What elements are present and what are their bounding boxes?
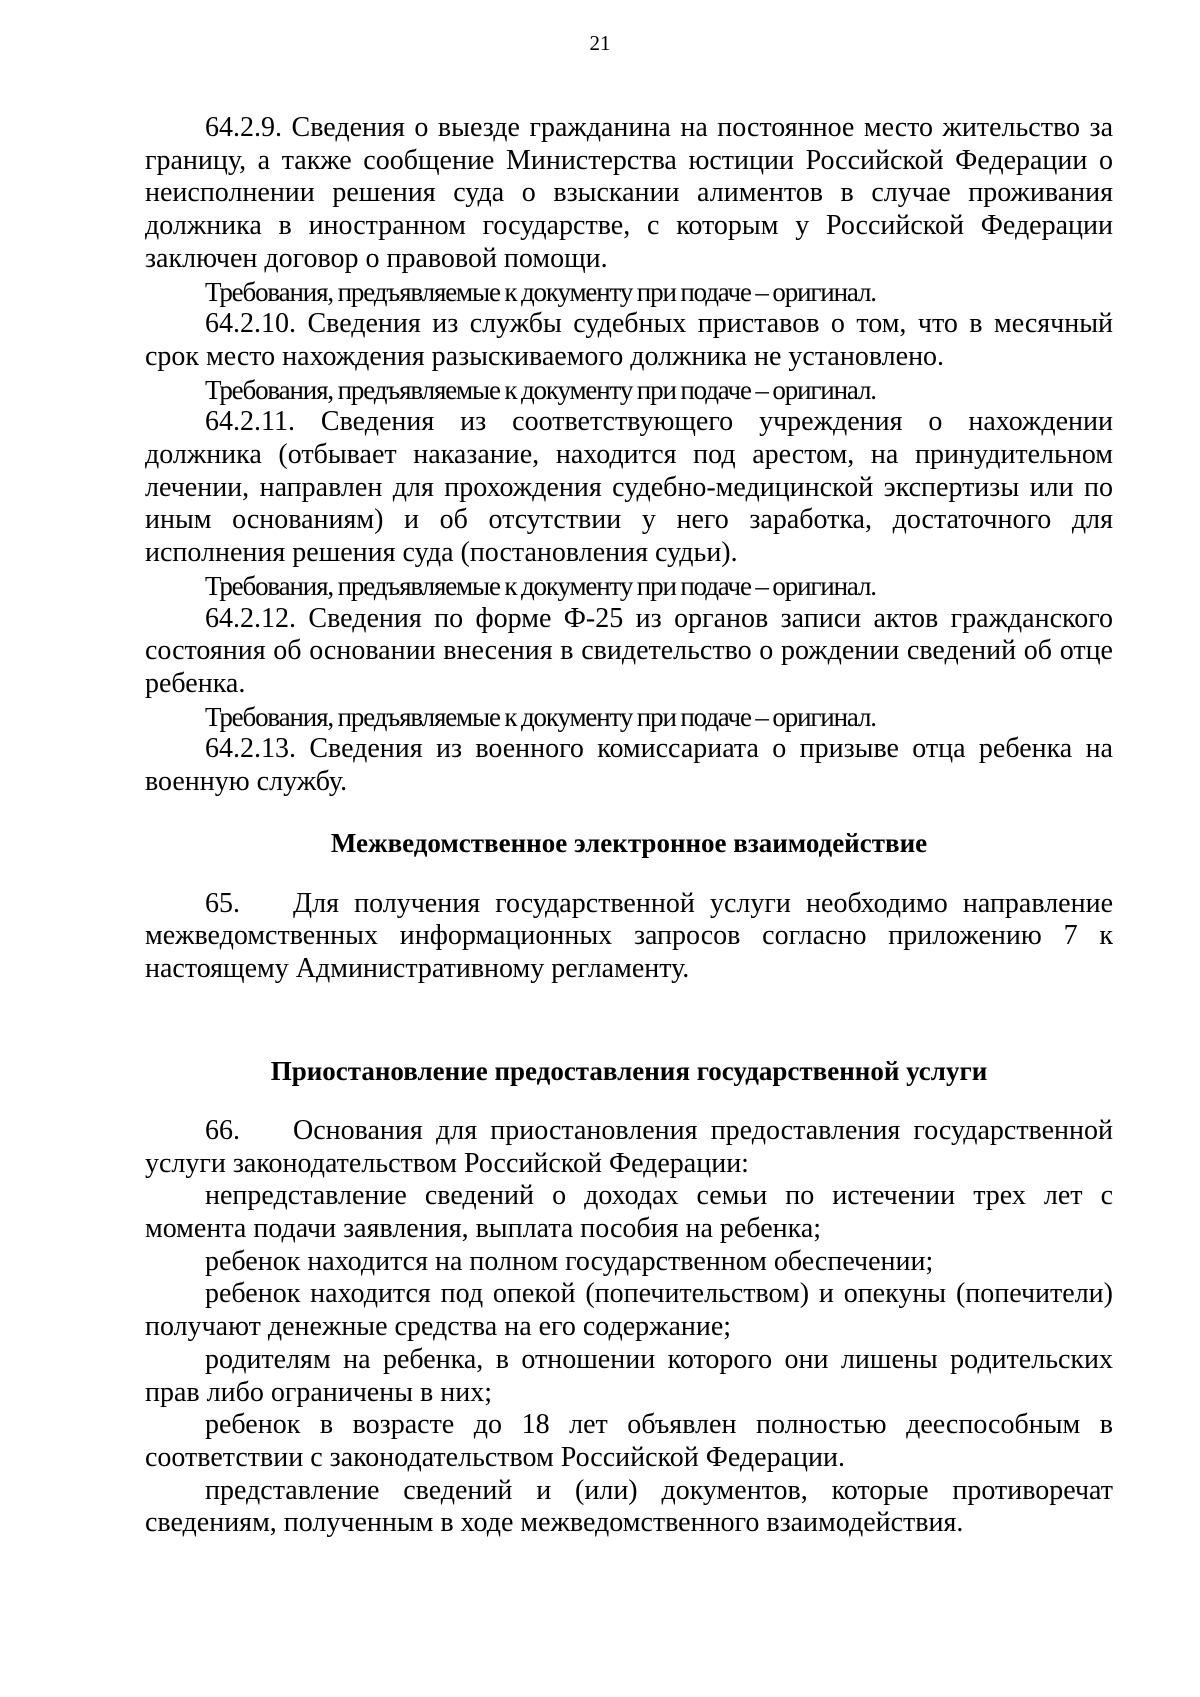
list-item: представление сведений и (или) документов, которые противоречат сведениям, полученным в ходе межведомственного взаимодействия. <box>145 1474 1113 1539</box>
paragraph-66 <box>145 1115 1113 1180</box>
section-heading-interagency: Межведомственное электронное взаимодействие <box>330 827 928 858</box>
page-content <box>145 112 1113 1540</box>
page-number: 21 <box>589 31 611 55</box>
section-heading-suspension: Приостановление предоставления государственной услуги <box>270 1055 988 1086</box>
paragraph-64-2-9: 64.2.9. Сведения о выезде гражданина на постоянное место жительство за границу, а также сообщение Министерства юстиции Российской Федерации о неисполнении решения суда о взыскании алиментов в случае проживания должника в иностранном государстве, с которым у Российской Федерации заключен договор о правовой помощи. <box>145 112 1113 274</box>
paragraph-64-2-13: 64.2.13. Сведения из военного комиссариата о призыве отца ребенка на военную службу. <box>145 733 1113 798</box>
list-item: родителям на ребенка, в отношении которого они лишены родительских прав либо ограничены в них; <box>145 1343 1113 1408</box>
paragraph-text: Основания для приостановления предоставления государственной услуги законодательством Российской Федерации: <box>145 1114 1113 1179</box>
requirement-line: Требования, предъявляемые к документу при подаче – оригинал. <box>205 570 876 601</box>
paragraph-number: 66. <box>205 1114 240 1146</box>
list-item: ребенок находится на полном государственном обеспечении; <box>205 1245 934 1277</box>
list-item: ребенок находится под опекой (попечительством) и опекуны (попечители) получают денежные средства на его содержание; <box>145 1278 1113 1343</box>
list-item: ребенок в возрасте до 18 лет объявлен полностью дееспособным в соответствии с законодательством Российской Федерации. <box>145 1409 1113 1473</box>
paragraph-text: Для получения государственной услуги необходимо направление межведомственных информационных запросов согласно приложению 7 к настоящему Административному регламенту. <box>145 887 1113 985</box>
requirement-line: Требования, предъявляемые к документу при подаче – оригинал. <box>205 276 876 307</box>
paragraph-64-2-11: 64.2.11. Сведения из соответствующего учреждения о нахождении должника (отбывает наказание, находится под арестом, на принудительном лечении, направлен для прохождения судебно-медицинской экспертизы или по иным основаниям) и об отсутствии у него заработка, достаточного для исполнения решения суда (постановления судьи). <box>145 406 1113 569</box>
requirement-line: Требования, предъявляемые к документу при подаче – оригинал. <box>205 374 876 405</box>
paragraph-65 <box>145 888 1113 986</box>
list-item: непредставление сведений о доходах семьи по истечении трех лет с момента подачи заявления, выплата пособия на ребенка; <box>145 1180 1113 1244</box>
paragraph-64-2-10: 64.2.10. Сведения из службы судебных приставов о том, что в месячный срок место нахождения разыскиваемого должника не установлено. <box>145 308 1113 372</box>
requirement-line: Требования, предъявляемые к документу при подаче – оригинал. <box>205 701 876 732</box>
paragraph-64-2-12: 64.2.12. Сведения по форме Ф-25 из органов записи актов гражданского состояния об основании внесения в свидетельство о рождении сведений об отце ребенка. <box>145 602 1113 699</box>
paragraph-number: 65. <box>205 887 240 919</box>
